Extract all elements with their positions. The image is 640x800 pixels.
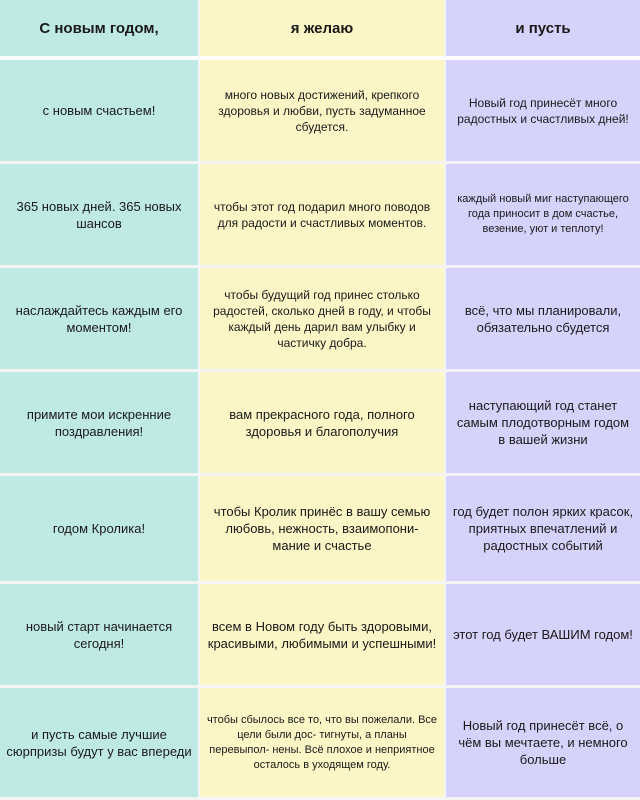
row-1-greeting: с новым счастьем!: [0, 60, 198, 164]
row-7-let: Новый год принесёт всё, о чём вы мечтаете, и немного больше: [444, 688, 640, 800]
row-1-wish: много новых достижений, крепкого здоровья и любви, пусть задуманное сбудется.: [198, 60, 444, 164]
row-2-greeting: 365 новых дней. 365 новых шансов: [0, 164, 198, 268]
row-7-wish: чтобы сбылось все то, что вы пожелали. Все цели были дос- тигнуты, а планы перевыпол- нены. Всё плохое и неприятное осталось в уходящем году.: [198, 688, 444, 800]
row-5-let: год будет полон ярких красок, приятных впечатлений и радостных событий: [444, 476, 640, 584]
row-1-let: Новый год принесёт много радостных и счастливых дней!: [444, 60, 640, 164]
row-4-let: наступающий год станет самым плодотворным годом в вашей жизни: [444, 372, 640, 476]
row-3-greeting: наслаждайтесь каждым его моментом!: [0, 268, 198, 372]
row-5-greeting: годом Кролика!: [0, 476, 198, 584]
row-6-greeting: новый старт начинается сегодня!: [0, 584, 198, 688]
row-3-wish: чтобы будущий год принес столько радостей, сколько дней в году, и чтобы каждый день дарил вам улыбку и частичку добра.: [198, 268, 444, 372]
row-6-wish: всем в Новом году быть здоровыми, красивыми, любимыми и успешными!: [198, 584, 444, 688]
row-2-let: каждый новый миг наступающего года приносит в дом счастье, везение, уют и теплоту!: [444, 164, 640, 268]
header-col-1: С новым годом,: [0, 0, 198, 60]
row-5-wish: чтобы Кролик принёс в вашу семью любовь, нежность, взаимопони- мание и счастье: [198, 476, 444, 584]
row-4-greeting: примите мои искренние поздравления!: [0, 372, 198, 476]
row-7-greeting: и пусть самые лучшие сюрпризы будут у вас впереди: [0, 688, 198, 800]
header-col-2: я желаю: [198, 0, 444, 60]
row-6-let: этот год будет ВАШИМ годом!: [444, 584, 640, 688]
row-3-let: всё, что мы планировали, обязательно сбудется: [444, 268, 640, 372]
header-col-3: и пусть: [444, 0, 640, 60]
row-2-wish: чтобы этот год подарил много поводов для радости и счастливых моментов.: [198, 164, 444, 268]
row-4-wish: вам прекрасного года, полного здоровья и благополучия: [198, 372, 444, 476]
